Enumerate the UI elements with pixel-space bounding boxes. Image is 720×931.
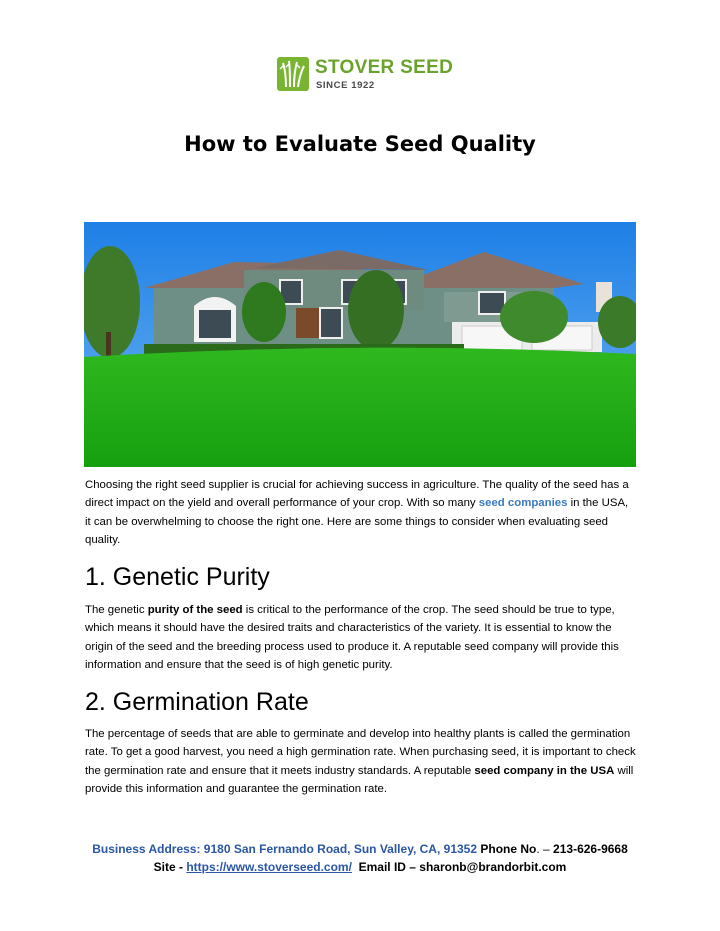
germination-rate-paragraph bbox=[85, 725, 637, 798]
intro-text-1: Choosing the right seed supplier is crucial for achieving success in agriculture. The quality of the seed has a direct impact on the yield and overall performance of your crop. With so many bbox=[85, 479, 629, 510]
heading-genetic-purity: 1. Genetic Purity bbox=[85, 563, 270, 591]
business-address: Business Address: 9180 San Fernando Road, Sun Valley, CA, 91352 bbox=[92, 842, 478, 856]
genetic-purity-paragraph bbox=[85, 601, 637, 674]
page-title: How to Evaluate Seed Quality bbox=[184, 132, 536, 156]
genetic-purity-text-1: The genetic bbox=[85, 604, 148, 616]
wheat-icon bbox=[277, 57, 309, 91]
footer-contact-line-2 bbox=[0, 858, 720, 876]
germination-text-1: The percentage of seeds that are able to germinate and develop into healthy plants is called the germination rate. To get a good harvest, you need a high germination rate. When purchasing seed, it is important to check the germination rate and ensure that it meets industry standards. A reputable bbox=[85, 728, 636, 777]
site-url-link[interactable]: https://www.stoverseed.com/ bbox=[186, 860, 352, 874]
heading-germination-rate: 2. Germination Rate bbox=[85, 688, 309, 716]
email-address[interactable]: sharonb@brandorbit.com bbox=[419, 860, 567, 874]
genetic-purity-bold: purity of the seed bbox=[147, 604, 243, 616]
germination-text-2: will provide this information and guarantee the germination rate. bbox=[85, 764, 634, 795]
intro-paragraph bbox=[85, 476, 637, 549]
stover-seed-logo bbox=[277, 57, 454, 93]
phone-number: 213-626-9668 bbox=[553, 842, 628, 856]
phone-separator: . – bbox=[536, 842, 554, 856]
footer-contact-line-1 bbox=[0, 840, 720, 858]
seed-companies-link[interactable]: seed companies bbox=[478, 497, 568, 510]
email-label: Email ID – bbox=[358, 860, 420, 874]
hero-house-image bbox=[84, 222, 636, 467]
intro-text-2: in the USA, it can be overwhelming to choose the right one. Here are some things to consider when evaluating seed quality. bbox=[85, 497, 629, 546]
germination-bold: seed company in the USA bbox=[474, 764, 615, 777]
site-label: Site - bbox=[153, 860, 187, 874]
logo-name: STOVER SEED bbox=[315, 57, 454, 78]
logo-since: SINCE 1922 bbox=[316, 80, 375, 91]
genetic-purity-text-2: is critical to the performance of the crop. The seed should be true to type, which means it should have the desired traits and characteristics of the variety. It is essential to know the origin of the seed and the breeding process used to produce it. A reputable seed company will provide this information and ensure that the seed is of high genetic purity. bbox=[85, 604, 619, 671]
phone-label: Phone No bbox=[480, 842, 537, 856]
